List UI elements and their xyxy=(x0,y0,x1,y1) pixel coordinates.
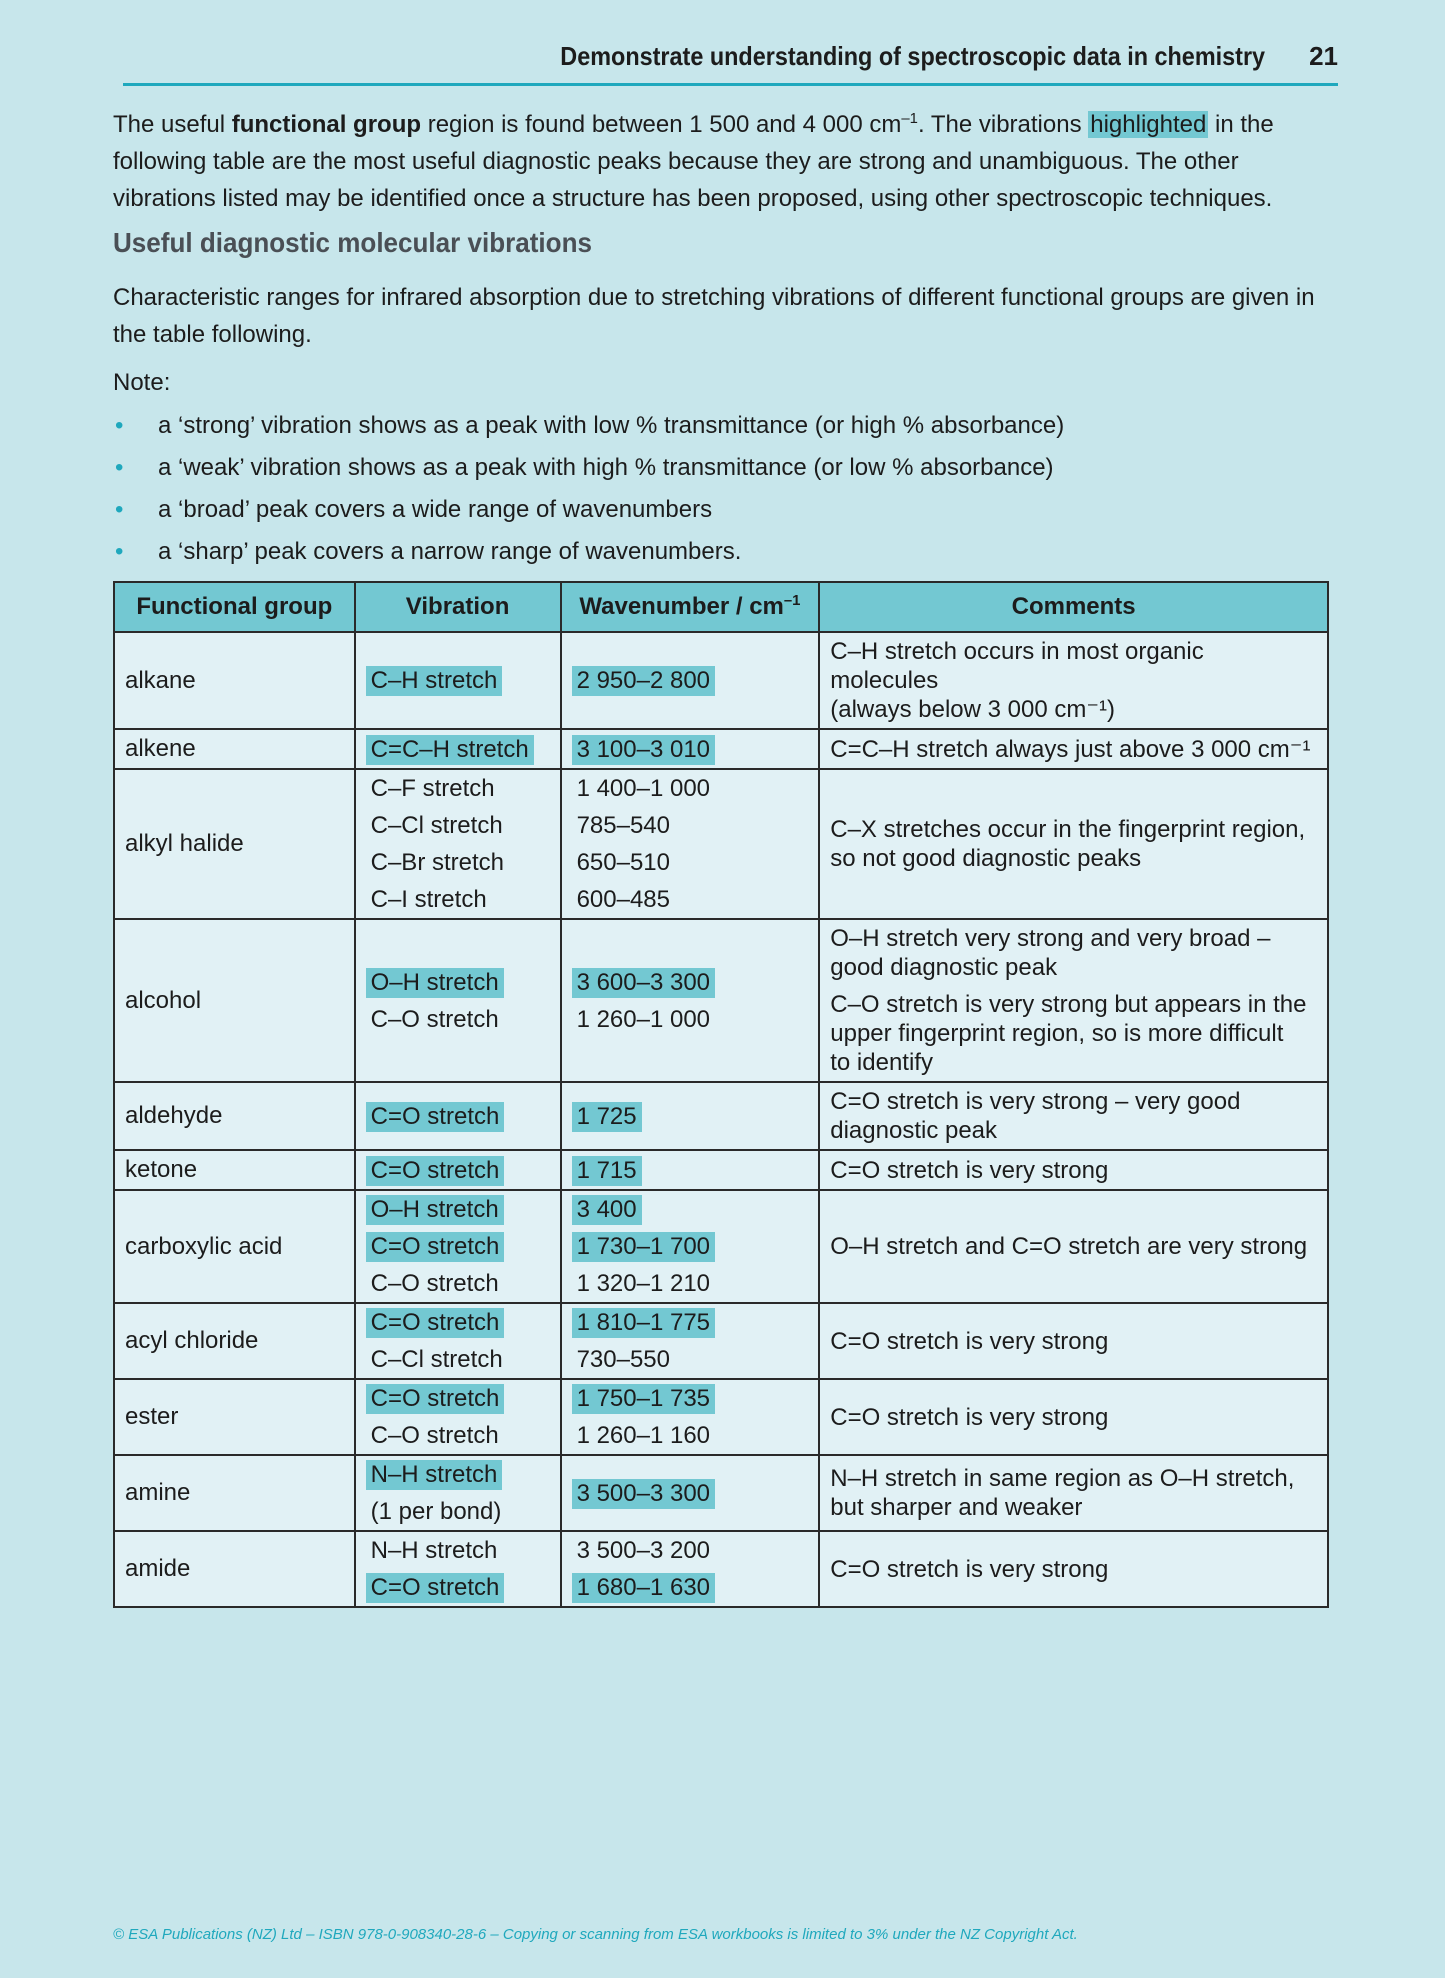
cell-wavenumber xyxy=(561,1190,820,1303)
cell-functional-group: alkyl halide xyxy=(114,769,355,919)
table-intro-paragraph: Characteristic ranges for infrared absorption due to stretching vibrations of different functional groups are given in the table following. xyxy=(113,284,1315,348)
highlighted-value: C–H stretch xyxy=(366,666,503,696)
cell-vibration xyxy=(355,1190,561,1303)
comment-line: but sharper and weaker xyxy=(830,1494,1083,1521)
table-row xyxy=(114,1531,1328,1607)
highlighted-value: C=O stretch xyxy=(366,1102,505,1132)
table-row xyxy=(114,1150,1328,1190)
vibration-line xyxy=(366,1456,550,1493)
vibration-line xyxy=(366,844,550,881)
highlighted-value: 3 600–3 300 xyxy=(572,968,715,998)
cell-functional-group: alkane xyxy=(114,632,355,729)
highlighted-value: 1 810–1 775 xyxy=(572,1308,715,1338)
intro-bold-term: functional group xyxy=(231,111,422,138)
highlighted-value: C=O stretch xyxy=(366,1573,505,1603)
cell-vibration xyxy=(355,769,561,919)
value: 650–510 xyxy=(576,849,670,876)
bullet-item xyxy=(113,447,1328,489)
bullet-text: a ‘broad’ peak covers a wide range of wavenumbers xyxy=(158,496,713,523)
wavenumber-line xyxy=(572,731,809,768)
bullet-dot-icon: • xyxy=(115,538,124,565)
page-header xyxy=(123,30,1338,86)
cell-wavenumber xyxy=(561,919,820,1082)
cell-vibration xyxy=(355,1082,561,1150)
cell-vibration xyxy=(355,1455,561,1531)
vibration-line xyxy=(366,1098,550,1135)
wavenumber-line xyxy=(572,1191,809,1228)
header-comments: Comments xyxy=(819,582,1328,632)
cell-comments xyxy=(819,729,1328,769)
section-heading: Useful diagnostic molecular vibrations xyxy=(113,227,592,258)
comment-line: N–H stretch in same region as O–H stretch, xyxy=(830,1465,1295,1492)
value: 3 500–3 200 xyxy=(576,1537,711,1564)
wavenumber-line xyxy=(572,1001,809,1038)
cell-comments xyxy=(819,1190,1328,1303)
comment-line: C=O stretch is very strong – very good xyxy=(830,1088,1241,1115)
wavenumber-line xyxy=(572,1304,809,1341)
comment-gap xyxy=(830,982,1317,990)
vibration-line xyxy=(366,1191,550,1228)
value: C–O stretch xyxy=(370,1270,499,1297)
bullet-item xyxy=(113,489,1328,531)
cell-comments xyxy=(819,1303,1328,1379)
cell-functional-group: amine xyxy=(114,1455,355,1531)
wavenumber-line xyxy=(572,1152,809,1189)
comment-line: O–H stretch and C=O stretch are very strong xyxy=(830,1233,1308,1260)
highlighted-value: 3 500–3 300 xyxy=(572,1479,715,1509)
header-vibration: Vibration xyxy=(355,582,561,632)
highlighted-value: O–H stretch xyxy=(366,968,504,998)
cell-wavenumber xyxy=(561,1379,820,1455)
intro-highlight: highlighted xyxy=(1090,111,1207,138)
highlighted-value: 3 100–3 010 xyxy=(572,735,715,765)
wavenumber-line xyxy=(572,1475,809,1512)
vibration-line xyxy=(366,1265,550,1302)
cell-wavenumber xyxy=(561,1455,820,1531)
table-row xyxy=(114,1379,1328,1455)
comment-line: C=O stretch is very strong xyxy=(830,1403,1109,1431)
cell-vibration xyxy=(355,1303,561,1379)
cell-comments xyxy=(819,1455,1328,1531)
intro-text-d: in the following table are the most useful diagnostic peaks because they are strong and unambiguous. The other vibrations listed may be identified once a structure has been proposed, using other spectroscopic techniques. xyxy=(113,111,1274,212)
vibration-line xyxy=(366,1001,550,1038)
vibration-line xyxy=(366,807,550,844)
bullet-item xyxy=(113,405,1328,447)
highlighted-value: C=O stretch xyxy=(366,1232,505,1262)
vibration-line xyxy=(366,1152,550,1189)
header-wavenumber xyxy=(561,582,820,632)
page-number: 21 xyxy=(1309,41,1338,71)
cell-vibration xyxy=(355,1531,561,1607)
value: C–Cl stretch xyxy=(370,1346,503,1373)
wavenumber-line xyxy=(572,1341,809,1378)
cell-vibration xyxy=(355,729,561,769)
intro-text-a: The useful xyxy=(113,111,232,138)
bullet-item xyxy=(113,531,1328,573)
intro-text-b: region is found between 1 500 and 4 000 cm xyxy=(421,111,902,138)
table-row xyxy=(114,1455,1328,1531)
value: C–Cl stretch xyxy=(370,812,503,839)
comment-line: to identify xyxy=(830,1049,933,1076)
cell-comments xyxy=(819,632,1328,729)
bullet-dot-icon: • xyxy=(115,454,124,481)
cell-wavenumber xyxy=(561,1150,820,1190)
wavenumber-line xyxy=(572,1532,809,1569)
cell-comments xyxy=(819,1150,1328,1190)
highlighted-value: C=O stretch xyxy=(366,1308,505,1338)
value: C–F stretch xyxy=(370,775,495,802)
comment-line: C–O stretch is very strong but appears in the xyxy=(830,991,1307,1018)
table-row xyxy=(114,919,1328,1082)
wavenumber-line xyxy=(572,1417,809,1454)
comment-line: C–X stretches occur in the fingerprint region, xyxy=(830,816,1306,843)
highlighted-value: 2 950–2 800 xyxy=(572,666,715,696)
cell-functional-group: alkene xyxy=(114,729,355,769)
value: 785–540 xyxy=(576,812,670,839)
vibration-line xyxy=(366,770,550,807)
value: C–Br stretch xyxy=(370,849,504,876)
cell-wavenumber xyxy=(561,769,820,919)
cell-wavenumber xyxy=(561,1303,820,1379)
cell-vibration xyxy=(355,1379,561,1455)
comment-line: C–H stretch occurs in most organic molecules xyxy=(830,638,1204,694)
bullet-dot-icon: • xyxy=(115,496,124,523)
cell-wavenumber xyxy=(561,1082,820,1150)
value: N–H stretch xyxy=(370,1537,498,1564)
wavenumber-line xyxy=(572,1228,809,1265)
wavenumber-line xyxy=(572,1098,809,1135)
highlighted-value: 1 715 xyxy=(572,1156,642,1186)
comment-line: C=C–H stretch always just above 3 000 cm⁻¹ xyxy=(830,735,1311,763)
value: C–I stretch xyxy=(370,886,487,913)
highlighted-value: 3 400 xyxy=(572,1195,642,1225)
comment-line: upper fingerprint region, so is more difficult xyxy=(830,1020,1284,1047)
wavenumber-line xyxy=(572,881,809,918)
vibration-line xyxy=(366,1569,550,1606)
table-row xyxy=(114,1190,1328,1303)
value: C–O stretch xyxy=(370,1005,499,1033)
wavenumber-line xyxy=(572,1380,809,1417)
value: 1 320–1 210 xyxy=(576,1270,711,1297)
highlighted-value: C=C–H stretch xyxy=(366,735,534,765)
bullet-dot-icon: • xyxy=(115,412,124,439)
cell-comments xyxy=(819,919,1328,1082)
comment-line: C=O stretch is very strong xyxy=(830,1555,1109,1583)
cell-comments xyxy=(819,1379,1328,1455)
value: 1 400–1 000 xyxy=(576,775,711,802)
page-title: Demonstrate understanding of spectroscopic data in chemistry xyxy=(560,41,1266,71)
cell-functional-group: carboxylic acid xyxy=(114,1190,355,1303)
main-content xyxy=(113,106,1328,573)
cell-comments xyxy=(819,1082,1328,1150)
intro-sup: –1 xyxy=(901,111,918,127)
table-body xyxy=(114,632,1328,1607)
vibration-line xyxy=(366,881,550,918)
highlighted-value: C=O stretch xyxy=(366,1384,505,1414)
copyright-footer: © ESA Publications (NZ) Ltd – ISBN 978-0-908340-28-6 – Copying or scanning from ESA workbooks is limited to 3% under the NZ Copyright Act. xyxy=(113,1926,1078,1943)
wavenumber-line xyxy=(572,1265,809,1302)
vibration-line xyxy=(366,964,550,1001)
comment-line: C=O stretch is very strong xyxy=(830,1327,1109,1355)
table-row xyxy=(114,1303,1328,1379)
comment-line: O–H stretch very strong and very broad – xyxy=(830,925,1271,952)
intro-paragraph xyxy=(113,106,1328,217)
value: 1 260–1 000 xyxy=(576,1005,711,1033)
value: 600–485 xyxy=(576,886,670,913)
comment-line: diagnostic peak xyxy=(830,1117,998,1144)
bullet-text: a ‘sharp’ peak covers a narrow range of wavenumbers. xyxy=(158,538,742,565)
cell-functional-group: ester xyxy=(114,1379,355,1455)
vibration-line xyxy=(366,1493,550,1530)
vibration-line xyxy=(366,1304,550,1341)
cell-comments xyxy=(819,1531,1328,1607)
bullet-text: a ‘weak’ vibration shows as a peak with high % transmittance (or low % absorbance) xyxy=(158,454,1054,481)
header-wavenumber-text: Wavenumber / cm xyxy=(579,593,784,620)
value: 730–550 xyxy=(576,1346,670,1373)
value: C–O stretch xyxy=(370,1422,499,1449)
wavenumber-line xyxy=(572,770,809,807)
note-bullet-list xyxy=(113,405,1328,573)
table-row xyxy=(114,632,1328,729)
cell-wavenumber xyxy=(561,729,820,769)
cell-functional-group: alcohol xyxy=(114,919,355,1082)
cell-functional-group: aldehyde xyxy=(114,1082,355,1150)
table-header-row xyxy=(114,582,1328,632)
highlighted-value: 1 725 xyxy=(572,1102,642,1132)
table-row xyxy=(114,769,1328,919)
wavenumber-line xyxy=(572,964,809,1001)
bullet-text: a ‘strong’ vibration shows as a peak with low % transmittance (or high % absorbance) xyxy=(158,412,1065,439)
highlighted-value: 1 730–1 700 xyxy=(572,1232,715,1262)
value: 1 260–1 160 xyxy=(576,1422,711,1449)
table-row xyxy=(114,729,1328,769)
vibration-line xyxy=(366,1341,550,1378)
cell-functional-group: amide xyxy=(114,1531,355,1607)
cell-vibration xyxy=(355,919,561,1082)
cell-wavenumber xyxy=(561,1531,820,1607)
highlighted-value: O–H stretch xyxy=(366,1195,504,1225)
wavenumber-line xyxy=(572,844,809,881)
note-label: Note: xyxy=(113,369,171,396)
cell-functional-group: ketone xyxy=(114,1150,355,1190)
cell-wavenumber xyxy=(561,632,820,729)
comment-line: C=O stretch is very strong xyxy=(830,1156,1109,1184)
comment-line: (always below 3 000 cm⁻¹) xyxy=(830,696,1116,723)
intro-text-c: . The vibrations xyxy=(917,111,1089,138)
wavenumber-line xyxy=(572,807,809,844)
wavenumber-line xyxy=(572,1569,809,1606)
vibration-line xyxy=(366,1380,550,1417)
cell-comments xyxy=(819,769,1328,919)
vibration-line xyxy=(366,1417,550,1454)
table-row xyxy=(114,1082,1328,1150)
highlighted-value: C=O stretch xyxy=(366,1156,505,1186)
highlighted-value: 1 750–1 735 xyxy=(572,1384,715,1414)
cell-functional-group: acyl chloride xyxy=(114,1303,355,1379)
highlighted-value: 1 680–1 630 xyxy=(572,1573,715,1603)
cell-vibration xyxy=(355,1150,561,1190)
highlighted-value: N–H stretch xyxy=(366,1460,503,1490)
vibration-line xyxy=(366,731,550,768)
vibration-line xyxy=(366,662,550,699)
comment-line: good diagnostic peak xyxy=(830,954,1058,981)
vibration-line xyxy=(366,1532,550,1569)
ir-vibrations-table xyxy=(113,581,1329,1608)
vibration-line xyxy=(366,1228,550,1265)
value: (1 per bond) xyxy=(370,1498,502,1525)
cell-vibration xyxy=(355,632,561,729)
header-functional-group: Functional group xyxy=(114,582,355,632)
comment-line: so not good diagnostic peaks xyxy=(830,845,1142,872)
wavenumber-line xyxy=(572,662,809,699)
header-wavenumber-sup: –1 xyxy=(783,593,801,609)
